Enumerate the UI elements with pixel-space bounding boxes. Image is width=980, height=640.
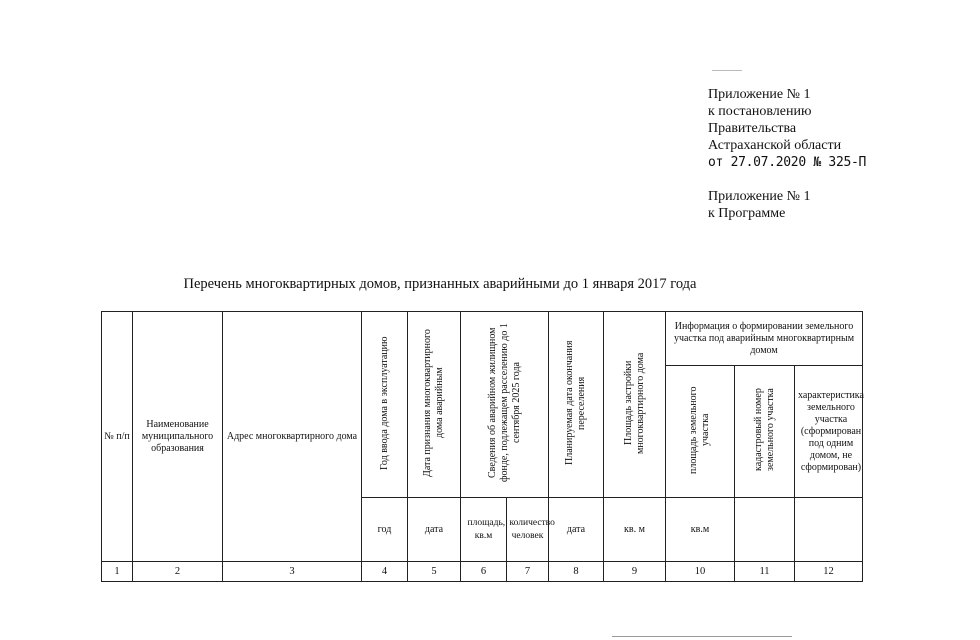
- header-col-12: характеристика земельного участка (сформирован под одним домом, не сформирован): [795, 366, 863, 498]
- header-col-8: Планируемая дата окончания переселения: [549, 312, 604, 498]
- unit-col-11: [735, 498, 795, 562]
- column-number: 9: [604, 562, 666, 582]
- appendix-resolution-date: от 27.07.2020 № 325-П: [708, 155, 867, 170]
- emergency-housing-table: [101, 311, 863, 582]
- column-number: 6: [461, 562, 507, 582]
- unit-col-10: кв.м: [666, 498, 735, 562]
- appendix-region: Астраханской области: [708, 138, 842, 153]
- unit-col-5: дата: [408, 498, 461, 562]
- column-number: 11: [735, 562, 795, 582]
- column-number: 4: [362, 562, 408, 582]
- appendix-header-program: [708, 188, 811, 222]
- unit-col-4: год: [362, 498, 408, 562]
- appendix-government: Правительства: [708, 121, 797, 136]
- scan-mark: [712, 70, 742, 71]
- header-col-6-7: Сведения об аварийном жилищном фонде, подлежащем расселению до 1 сентября 2025 года: [461, 312, 549, 498]
- column-number: 3: [223, 562, 362, 582]
- header-col-11: кадастровый номер земельного участка: [735, 366, 795, 498]
- header-col-1: № п/п: [102, 312, 133, 562]
- unit-col-6: площадь, кв.м: [461, 498, 507, 562]
- header-land-info-group: Информация о формировании земельного участка под аварийным многоквартирным домом: [666, 312, 863, 366]
- column-number: 10: [666, 562, 735, 582]
- appendix-header-resolution: [708, 86, 866, 171]
- unit-col-12: [795, 498, 863, 562]
- header-col-10: площадь земельного участка: [666, 366, 735, 498]
- unit-col-9: кв. м: [604, 498, 666, 562]
- header-col-3: Адрес многоквартирного дома: [223, 312, 362, 562]
- unit-col-7: количество человек: [507, 498, 549, 562]
- header-col-5: Дата признания многоквартирного дома аварийным: [408, 312, 461, 498]
- header-row-top: [102, 312, 863, 366]
- document-title-text: Перечень многоквартирных домов, признанных аварийными до 1 января 2017 года: [183, 276, 697, 292]
- column-number-row: [102, 562, 863, 582]
- appendix-number: Приложение № 1: [708, 87, 811, 102]
- appendix-to-program: к Программе: [708, 206, 786, 221]
- column-number: 5: [408, 562, 461, 582]
- column-number: 1: [102, 562, 133, 582]
- scan-mark: [612, 636, 792, 637]
- appendix-program-number: Приложение № 1: [708, 189, 811, 204]
- column-number: 8: [549, 562, 604, 582]
- column-number: 12: [795, 562, 863, 582]
- appendix-to-resolution: к постановлению: [708, 104, 812, 119]
- document-title: [0, 276, 980, 293]
- header-col-4: Год ввода дома в эксплуатацию: [362, 312, 408, 498]
- column-number: 7: [507, 562, 549, 582]
- header-col-2: Наименование муниципального образования: [133, 312, 223, 562]
- unit-col-8: дата: [549, 498, 604, 562]
- column-number: 2: [133, 562, 223, 582]
- header-col-9: Площадь застройки многоквартирного дома: [604, 312, 666, 498]
